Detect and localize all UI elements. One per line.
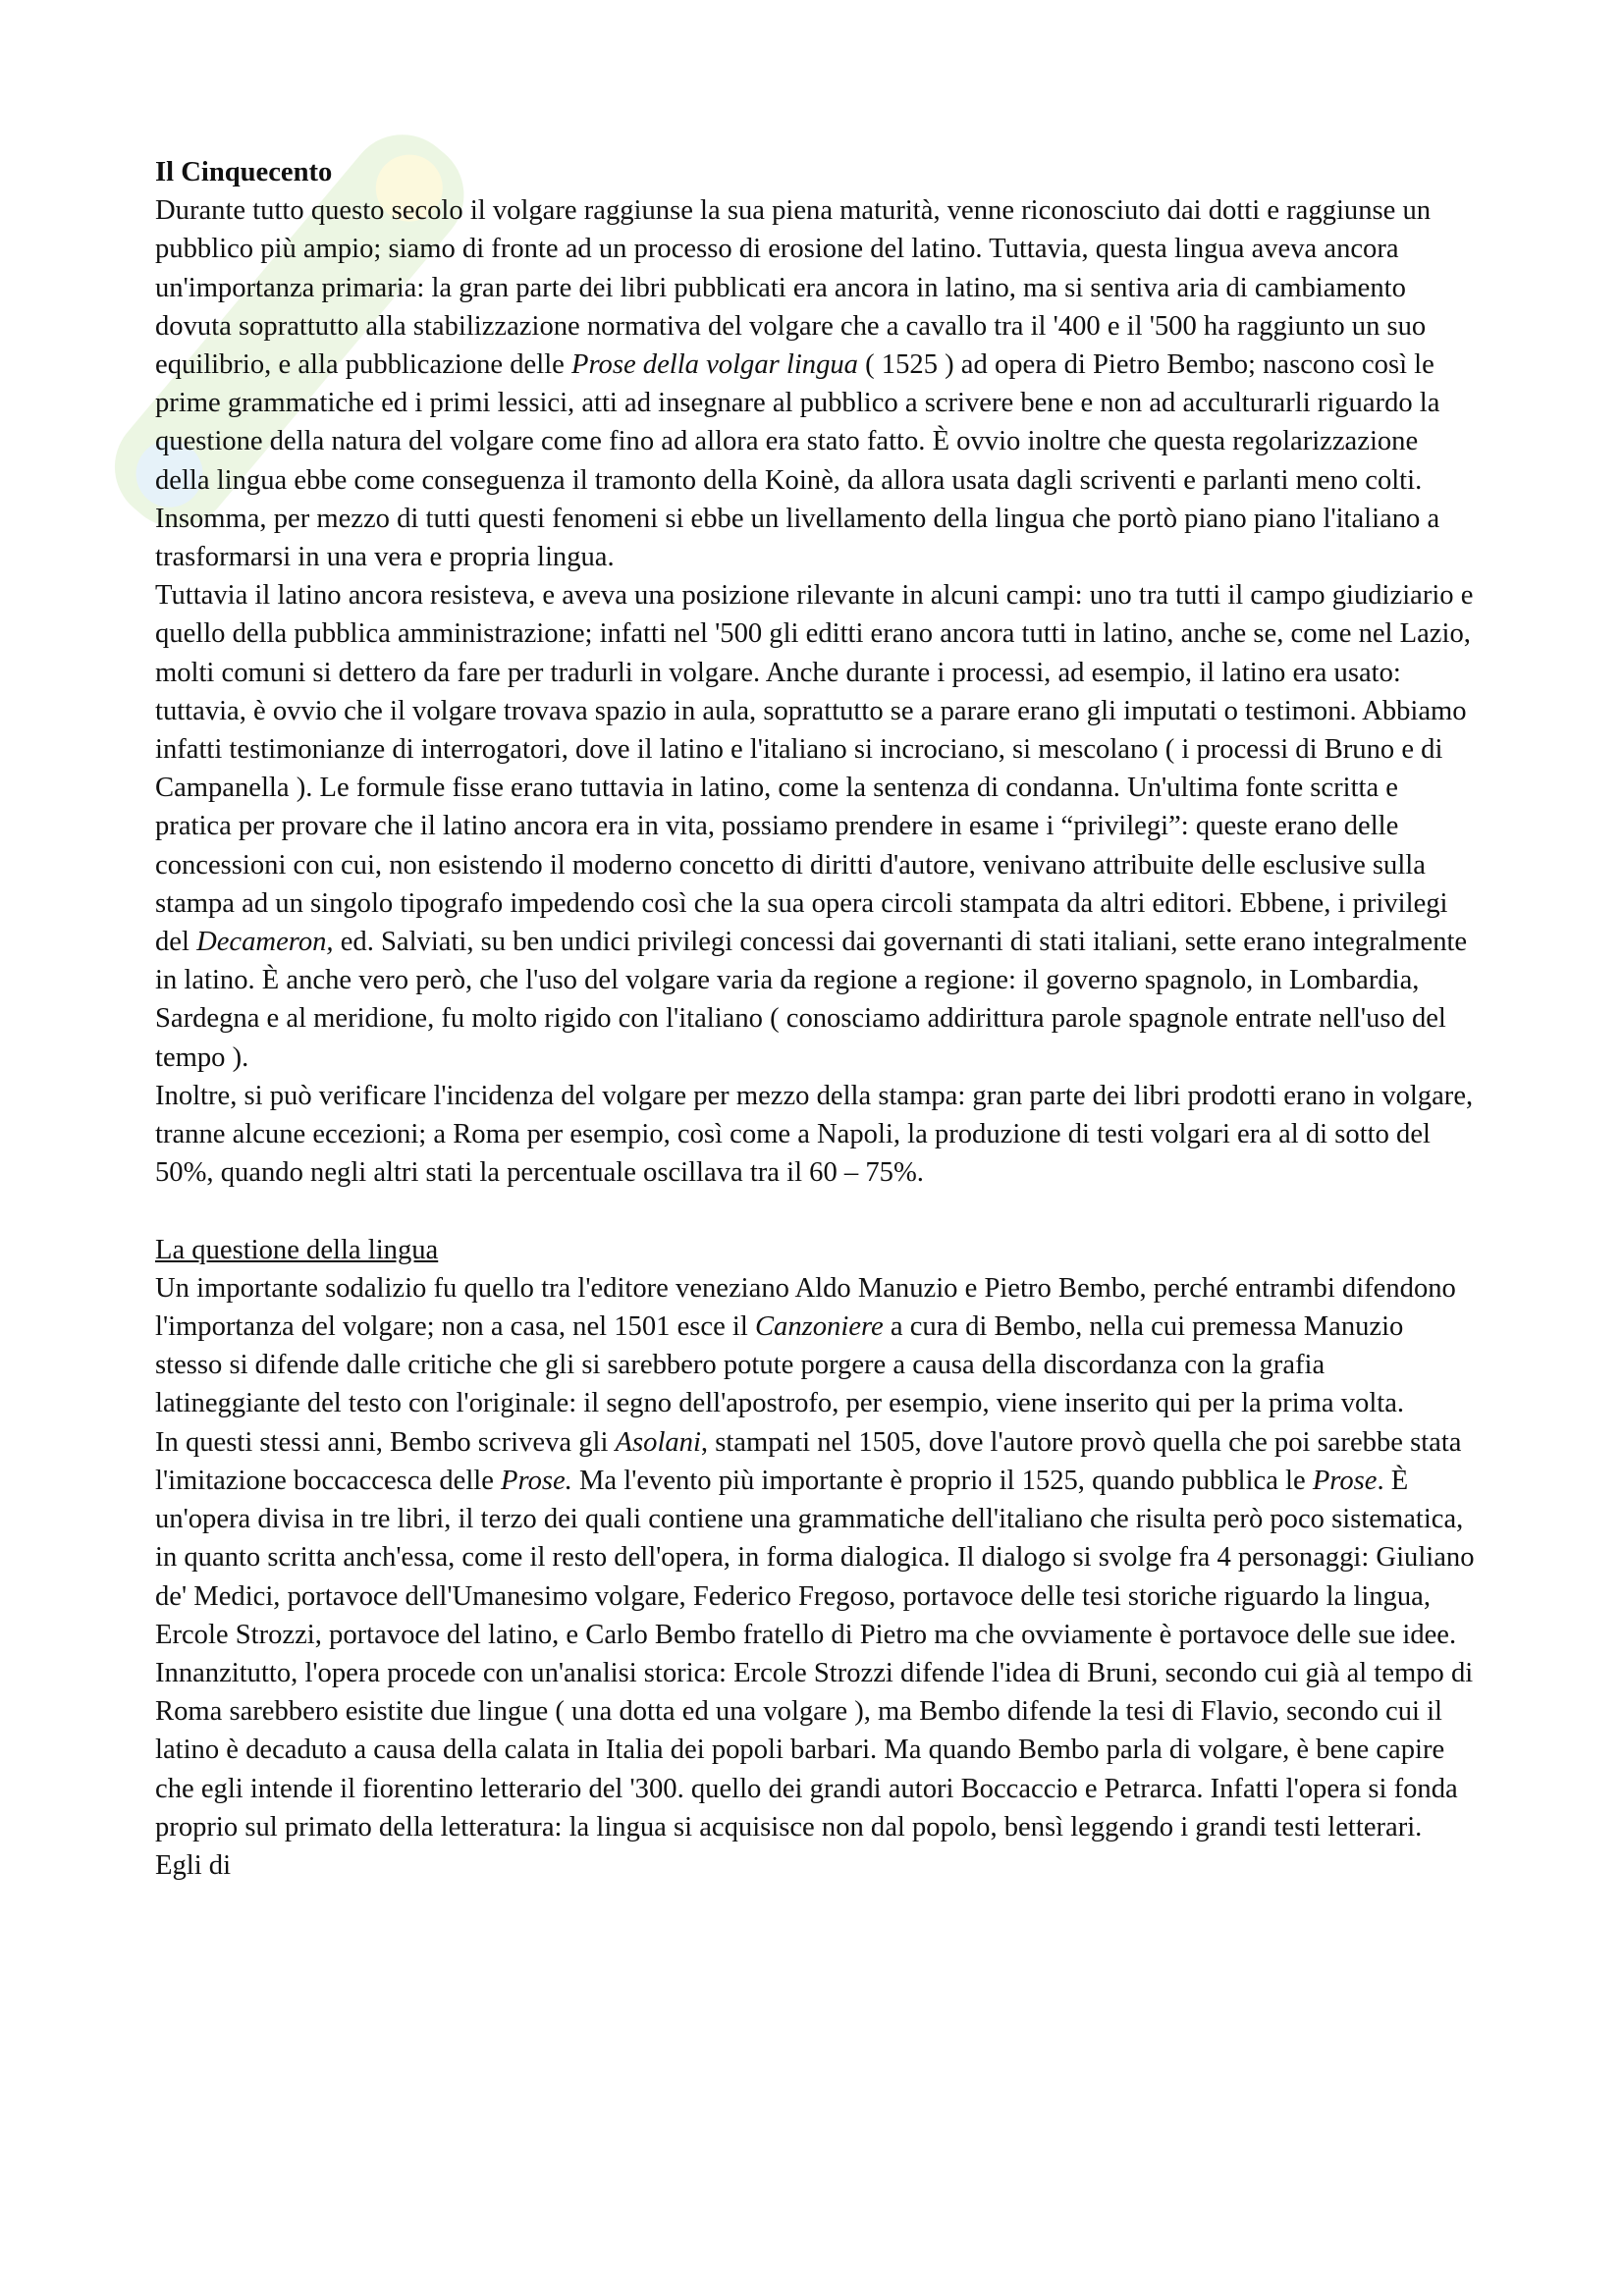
paragraph-5-italic-1: Asolani [615,1426,701,1458]
document-page [155,153,1476,1885]
paragraph-4-italic-title: Canzoniere [754,1311,884,1343]
paragraph-5 [155,1423,1476,1654]
paragraph-5-italic-2: Prose. [501,1465,572,1496]
paragraph-1-italic-title: Prose della volgar lingua [570,349,858,381]
section-title: La questione della lingua [155,1234,439,1265]
paragraph-2-italic-title: Decameron, [196,927,334,958]
paragraph-1 [155,191,1476,576]
paragraph-2-text-b: ed. Salviati, su ben undici privilegi concessi dai governanti di stati italiani, sette erano integralmente in latino. È anche vero però, che l'uso del volgare varia da regione a regione: il governo spagnolo, in Lombardia, Sardegna e al meridione, fu molto rigido con l'italiano ( conosciamo addirittura parole spagnole entrate nell'uso del tempo ). [155,927,1468,1073]
paragraph-4-text-a: Un importante sodalizio fu quello tra l'editore veneziano Aldo Manuzio e Pietro Bembo, perché entrambi difendono l'importanza del volgare; non a casa, nel 1501 esce il [155,1272,1456,1343]
paragraph-5-text-d: . È un'opera divisa in tre libri, il terzo dei quali contiene una grammatiche dell'italiano che risulta però poco sistematica, in quanto scritta anch'essa, come il resto dell'opera, in forma dialogica. Il dialogo si svolge fra 4 personaggi: Giuliano de' Medici, portavoce dell'Umanesimo volgare, Federico Fregoso, portavoce delle tesi storiche riguardo la lingua, Ercole Strozzi, portavoce del latino, e Carlo Bembo fratello di Pietro ma che ovviamente è portavoce delle sue idee. [155,1465,1475,1650]
paragraph-5-italic-3: Prose [1312,1465,1378,1496]
paragraph-5-text-c: Ma l'evento più importante è proprio il 1525, quando pubblica le [571,1465,1313,1496]
paragraph-5-text-a: In questi stessi anni, Bembo scriveva gli [155,1426,616,1458]
paragraph-1-text-a: Durante tutto questo secolo il volgare raggiunse la sua piena maturità, venne riconosciuto dai dotti e raggiunse un pubblico più ampio; siamo di fronte ad un processo di erosione del latino. Tuttavia, questa lingua aveva ancora un'importanza primaria: la gran parte dei libri pubblicati era ancora in latino, ma si sentiva aria di cambiamento dovuta soprattutto alla stabilizzazione normativa del volgare che a cavallo tra il '400 e il '500 ha raggiunto un suo equilibrio, e alla pubblicazione delle [155,195,1432,381]
paragraph-6: Innanzitutto, l'opera procede con un'analisi storica: Ercole Strozzi difende l'idea di Bruni, secondo cui già al tempo di Roma sarebbero esistite due lingue ( una dotta ed una volgare ), ma Bembo difende la tesi di Flavio, secondo cui il latino è decaduto a causa della calata in Italia dei popoli barbari. Ma quando Bembo parla di volgare, è bene capire che egli intende il fiorentino letterario del '300. quello dei grandi autori Boccaccio e Petrarca. Infatti l'opera si fonda proprio sul primato della letteratura: la lingua si acquisisce non dal popolo, bensì leggendo i grandi testi letterari. Egli di [155,1657,1474,1881]
paragraph-5-text-b: , stampati nel 1505, dove l'autore provò quella che poi sarebbe stata l'imitazione boccaccesca delle [155,1426,1462,1496]
document-title: Il Cinquecento [155,157,333,187]
paragraph-4 [155,1269,1476,1423]
paragraph-4-text-b: a cura di Bembo, nella cui premessa Manuzio stesso si difende dalle critiche che gli si sarebbero potute porgere a causa della discordanza con la grafia latineggiante del testo con l'originale: il segno dell'apostrofo, per esempio, viene inserito qui per la prima volta. [155,1311,1405,1419]
paragraph-2 [155,576,1476,1077]
blank-line [155,1192,1476,1230]
paragraph-3: Inoltre, si può verificare l'incidenza del volgare per mezzo della stampa: gran parte dei libri prodotti erano in volgare, tranne alcune eccezioni; a Roma per esempio, così come a Napoli, la produzione di testi volgari era al di sotto del 50%, quando negli altri stati la percentuale oscillava tra il 60 – 75%. [155,1080,1474,1189]
paragraph-1-text-b: ( 1525 ) ad opera di Pietro Bembo; nascono così le prime grammatiche ed i primi lessici, atti ad insegnare al pubblico a scrivere bene e non ad acculturarli riguardo la questione della natura del volgare come fino ad allora era stato fatto. È ovvio inoltre che questa regolarizzazione della lingua ebbe come conseguenza il tramonto della Koinè, da allora usata dagli scriventi e parlanti meno colti. Insomma, per mezzo di tutti questi fenomeni si ebbe un livellamento della lingua che portò piano piano l'italiano a trasformarsi in una vera e propria lingua. [155,349,1440,573]
paragraph-2-text-a: Tuttavia il latino ancora resisteva, e aveva una posizione rilevante in alcuni campi: uno tra tutti il campo giudiziario e quello della pubblica amministrazione; infatti nel '500 gli editti erano ancora tutti in latino, anche se, come nel Lazio, molti comuni si dettero da fare per tradurli in volgare. Anche durante i processi, ad esempio, il latino era usato: tuttavia, è ovvio che il volgare trovava spazio in aula, soprattutto se a parare erano gli imputati o testimoni. Abbiamo infatti testimonianze di interrogatori, dove il latino e l'italiano si incrociano, si mescolano ( i processi di Bruno e di Campanella ). Le formule fisse erano tuttavia in latino, come la sentenza di condanna. Un'ultima fonte scritta e pratica per provare che il latino ancora era in vita, possiamo prendere in esame i “privilegi”: queste erano delle concessioni con cui, non esistendo il moderno concetto di diritti d'autore, venivano attribuite delle esclusive sulla stampa ad un singolo tipografo impedendo così che la sua opera circoli stampata da altri editori. Ebbene, i privilegi del [155,580,1474,958]
